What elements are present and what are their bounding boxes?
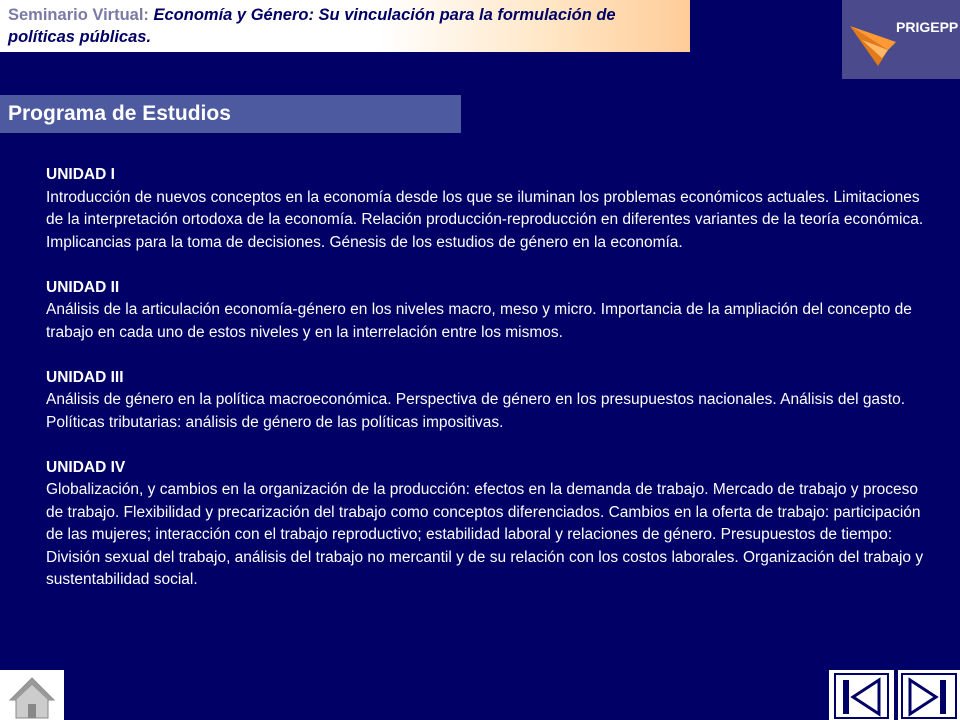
skip-to-last-icon [898, 670, 960, 720]
seminar-title: Economía y Género: Su vinculación para la formulación de políticas públicas. [8, 6, 616, 46]
unit-4 [46, 457, 926, 592]
last-page-button[interactable] [898, 670, 960, 720]
unit-heading: UNIDAD IV [46, 458, 126, 476]
section-title-bar [0, 95, 461, 133]
unit-heading: UNIDAD II [46, 278, 120, 296]
logo-arrow-icon [842, 0, 960, 79]
unit-description: Introducción de nuevos conceptos en la economía desde los que se iluminan los problemas económicos actuales. Limitaciones de la interpretación ortodoxa de la economía. Relación producción-reproducción en diferentes variantes de la teoría económica. Implicancias para la toma de decisiones. Génesis de los estudios de género en la economía. [46, 188, 924, 251]
seminar-header [0, 0, 690, 52]
first-page-button[interactable] [829, 670, 894, 720]
unit-1 [46, 164, 926, 254]
unit-description: Análisis de la articulación economía-género en los niveles macro, meso y micro. Importancia de la ampliación del concepto de trabajo en cada uno de estos niveles y en la interrelación entre los mismos. [46, 301, 912, 341]
prigepp-logo [842, 0, 960, 79]
home-icon [0, 670, 64, 720]
logo-text: PRIGEPP [896, 19, 959, 35]
home-button[interactable] [0, 670, 64, 720]
seminar-label: Seminario Virtual: [8, 6, 154, 24]
study-program-content [46, 164, 926, 614]
unit-description: Análisis de género en la política macroeconómica. Perspectiva de género en los presupuestos nacionales. Análisis del gasto. Políticas tributarias: análisis de género de las políticas impositivas. [46, 391, 906, 431]
unit-3 [46, 367, 926, 435]
unit-2 [46, 277, 926, 345]
skip-to-first-icon [829, 670, 894, 720]
unit-heading: UNIDAD III [46, 368, 124, 386]
unit-description: Globalización, y cambios en la organización de la producción: efectos en la demanda de trabajo. Mercado de trabajo y proceso de trabajo. Flexibilidad y precarización del trabajo como conceptos diferenciados. Cambios en la oferta de trabajo: participación de las mujeres; interacción con el trabajo reproductivo; estabilidad laboral y relaciones de género. Presupuestos de tiempo: División sexual del trabajo, análisis del trabajo no mercantil y de su relación con los costos laborales. Organización del trabajo y sustentabilidad social. [46, 481, 924, 588]
unit-heading: UNIDAD I [46, 166, 115, 183]
section-title: Programa de Estudios [8, 102, 231, 125]
